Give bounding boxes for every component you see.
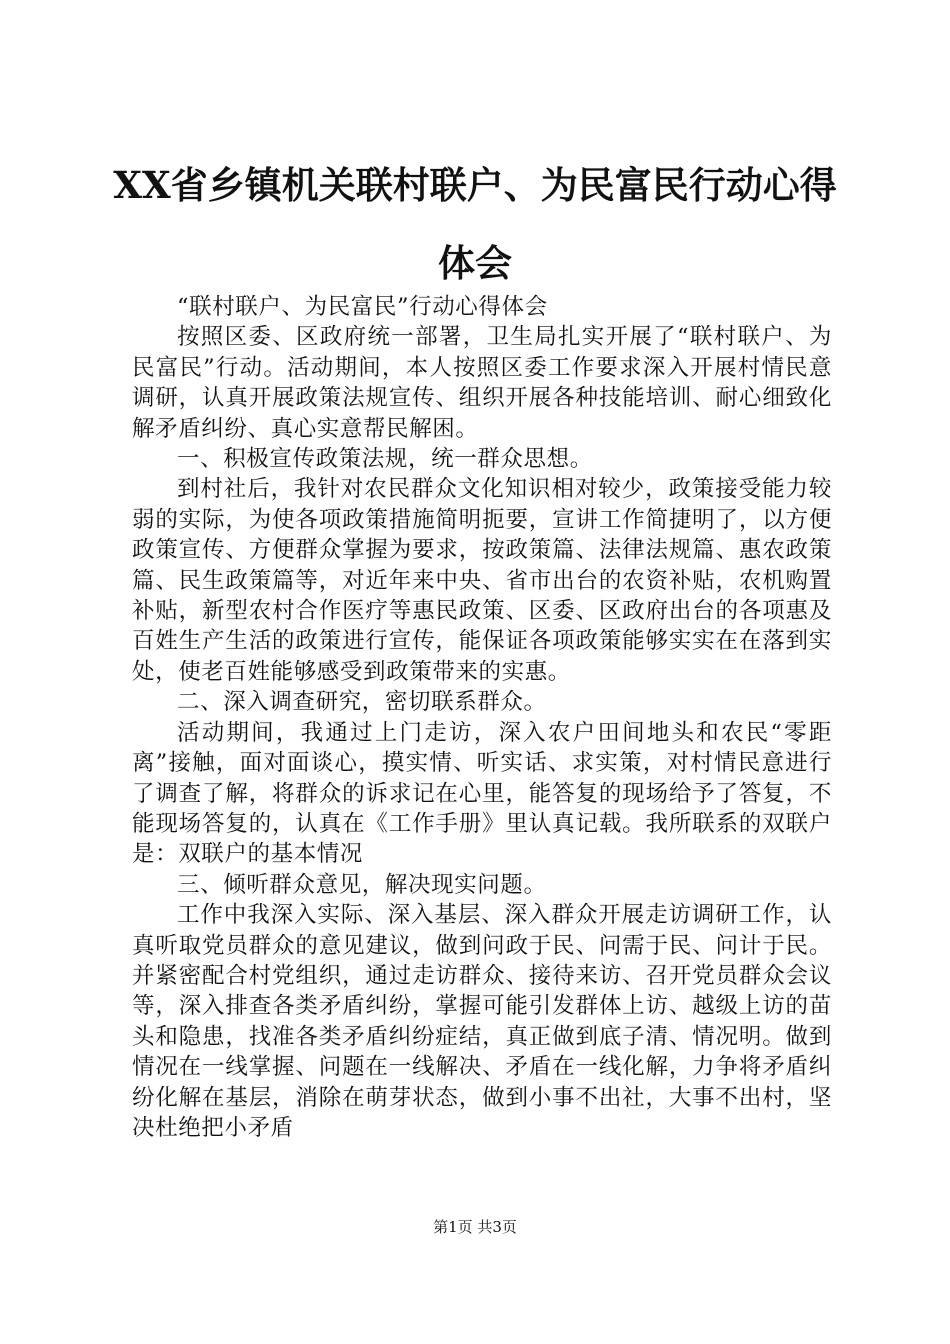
- subtitle-paragraph: “联村联户、为民富民”行动心得体会: [177, 294, 548, 320]
- section-heading-3: 三、倾听群众意见，解决现实问题。: [177, 871, 547, 898]
- section-paragraph-1: 到村社后，我针对农民群众文化知识相对较少，政策接受能力较弱的实际，为使各项政策措施简明扼要，宣讲工作简捷明了，以方便政策宣传、方便群众掌握为要求，按政策篇、法律法规篇、惠农政策篇、民生政策篇等，对近年来中央、省市出台的农资补贴，农机购置补贴，新型农村合作医疗等惠民政策、区委、区政府出台的各项惠及百姓生产生活的政策进行宣传，能保证各项政策能够实实在在落到实处，使老百姓能够感受到政策带来的实惠。: [132, 476, 832, 685]
- title-line-1: XX省乡镇机关联村联户、为民富民行动心得: [113, 163, 837, 207]
- page-number-footer: 第1页 共3页: [433, 1218, 517, 1236]
- document-body: [132, 292, 832, 1143]
- title-line-2: 体会: [438, 241, 512, 285]
- section-paragraph-3: 工作中我深入实际、深入基层、深入群众开展走访调研工作，认真听取党员群众的意见建议，做到问政于民、问需于民、问计于民。并紧密配合村党组织，通过走访群众、接待来访、召开党员群众会议等，深入排查各类矛盾纠纷，掌握可能引发群体上访、越级上访的苗头和隐患，找准各类矛盾纠纷症结，真正做到底子清、情况明。做到情况在一线掌握、问题在一线解决、矛盾在一线化解，力争将矛盾纠纷化解在基层，消除在萌芽状态，做到小事不出社，大事不出村，坚决杜绝把小矛盾: [132, 902, 832, 1141]
- intro-paragraph: 按照区委、区政府统一部署，卫生局扎实开展了“联村联户、为民富民”行动。活动期间，本人按照区委工作要求深入开展村情民意调研，认真开展政策法规宣传、组织开展各种技能培训、耐心细致化解矛盾纠纷、真心实意帮民解困。: [132, 324, 832, 442]
- section-heading-1: 一、积极宣传政策法规，统一群众思想。: [177, 446, 593, 473]
- section-paragraph-2: 活动期间，我通过上门走访，深入农户田间地头和农民“零距离”接触，面对面谈心，摸实情、听实话、求实策，对村情民意进行了调查了解，将群众的诉求记在心里，能答复的现场给予了答复，不能现场答复的，认真在《工作手册》里认真记载。我所联系的双联户是：双联户的基本情况: [132, 719, 832, 868]
- document-title: [100, 146, 850, 302]
- section-heading-2: 二、深入调查研究，密切联系群众。: [177, 689, 547, 716]
